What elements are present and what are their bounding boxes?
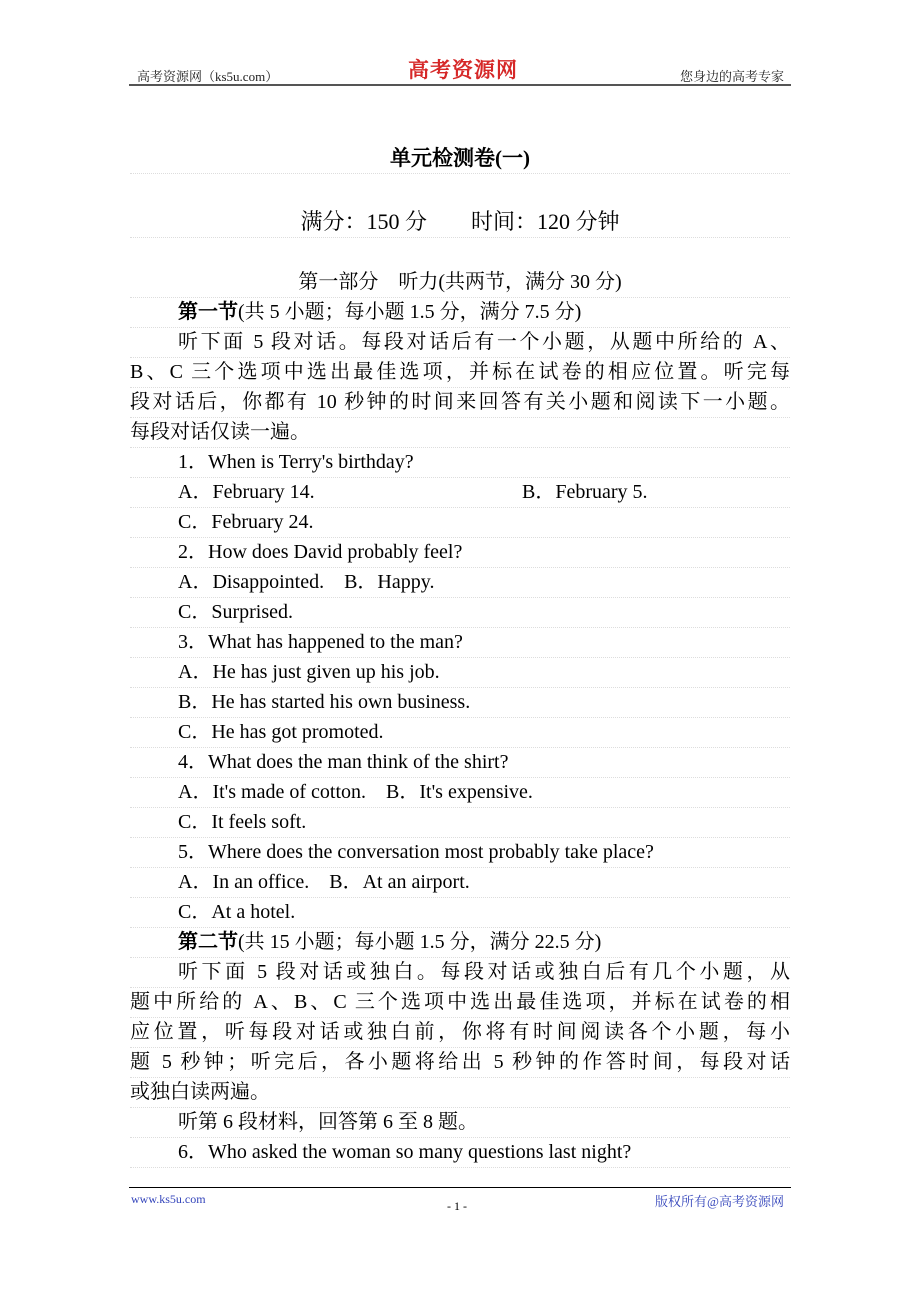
answer-options [130,567,790,598]
question [130,747,790,778]
section-label: 第二节 [178,931,238,953]
instruction-line: B、C 三个选项中选出最佳选项，并标在试卷的相应位置。听完每 [130,357,790,388]
line-text: C．It feels soft. [178,811,307,833]
line-text: 每段对话仅读一遍。 [130,421,310,443]
instruction-line: 听下面 5 段对话或独白。每段对话或独白后有几个小题，从 [130,957,790,988]
option-b: B．February 5. [522,481,648,503]
answer-options [130,897,790,928]
instruction-line: 应位置，听每段对话或独白前，你将有时间阅读各个小题，每小 [130,1017,790,1048]
site-logo: 高考资源网 [408,58,518,82]
line-text: 4．What does the man think of the shirt? [178,751,509,773]
instruction-line: 听下面 5 段对话。每段对话后有一个小题，从题中所给的 A、 [130,327,790,358]
line-text: C．February 24. [178,511,314,533]
score-time-line: 满分：150 分 时间：120 分钟 [130,207,790,238]
question [130,537,790,568]
question [130,837,790,868]
answer-options [130,1107,790,1138]
document-title: 单元检测卷(一) [130,143,790,174]
answer-options [130,657,790,688]
line-text: 3．What has happened to the man? [178,631,463,653]
instruction-line: 题 5 秒钟；听完后，各小题将给出 5 秒钟的作答时间，每段对话 [130,1047,790,1078]
header-site-name: 高考资源网（ks5u.com） [137,69,279,84]
instruction-line [130,1077,790,1108]
line-text: C．He has got promoted. [178,721,384,743]
line-text: (共 15 小题；每小题 1.5 分，满分 22.5 分) [238,931,602,953]
answer-options [130,867,790,898]
line-text: A．In an office. B．At an airport. [178,871,470,893]
answer-options [130,717,790,748]
section-heading [130,927,790,958]
question [130,447,790,478]
line-text: A．It's made of cotton. B．It's expensive. [178,781,533,803]
section-heading [130,297,790,328]
instruction-line [130,417,790,448]
footer-url-link[interactable]: www.ks5u.com [131,1192,206,1206]
question [130,1137,790,1168]
header-slogan: 您身边的高考专家 [679,69,784,84]
answer-options [130,777,790,808]
line-text: A．February 14. [178,481,315,503]
footer-copyright: 版权所有@高考资源网 [655,1194,784,1209]
section-label: 第一节 [178,301,238,323]
line-text: 2．How does David probably feel? [178,541,463,563]
line-text: 5．Where does the conversation most probably take place? [178,841,654,863]
line-text: 或独白读两遍。 [130,1081,270,1103]
line-text: A．Disappointed. B．Happy. [178,571,435,593]
question [130,627,790,658]
answer-options [130,507,790,538]
instruction-line: 题中所给的 A、B、C 三个选项中选出最佳选项，并标在试卷的相 [130,987,790,1018]
instruction-line: 段对话后，你都有 10 秒钟的时间来回答有关小题和阅读下一小题。 [130,387,790,418]
answer-options [130,477,790,508]
line-text: 听第 6 段材料，回答第 6 至 8 题。 [178,1111,478,1133]
answer-options [130,807,790,838]
line-text: (共 5 小题；每小题 1.5 分，满分 7.5 分) [238,301,582,323]
line-text: C．Surprised. [178,601,293,623]
part-heading: 第一部分 听力(共两节，满分 30 分) [130,267,790,298]
line-text: 1．When is Terry's birthday? [178,451,414,473]
footer-divider [129,1187,791,1188]
page-number: - 1 - [447,1199,467,1213]
line-text: C．At a hotel. [178,901,296,923]
answer-options [130,597,790,628]
line-text: 6．Who asked the woman so many questions last night? [178,1141,632,1163]
header-divider [129,84,791,86]
answer-options [130,687,790,718]
line-text: A．He has just given up his job. [178,661,440,683]
line-text: B．He has started his own business. [178,691,471,713]
